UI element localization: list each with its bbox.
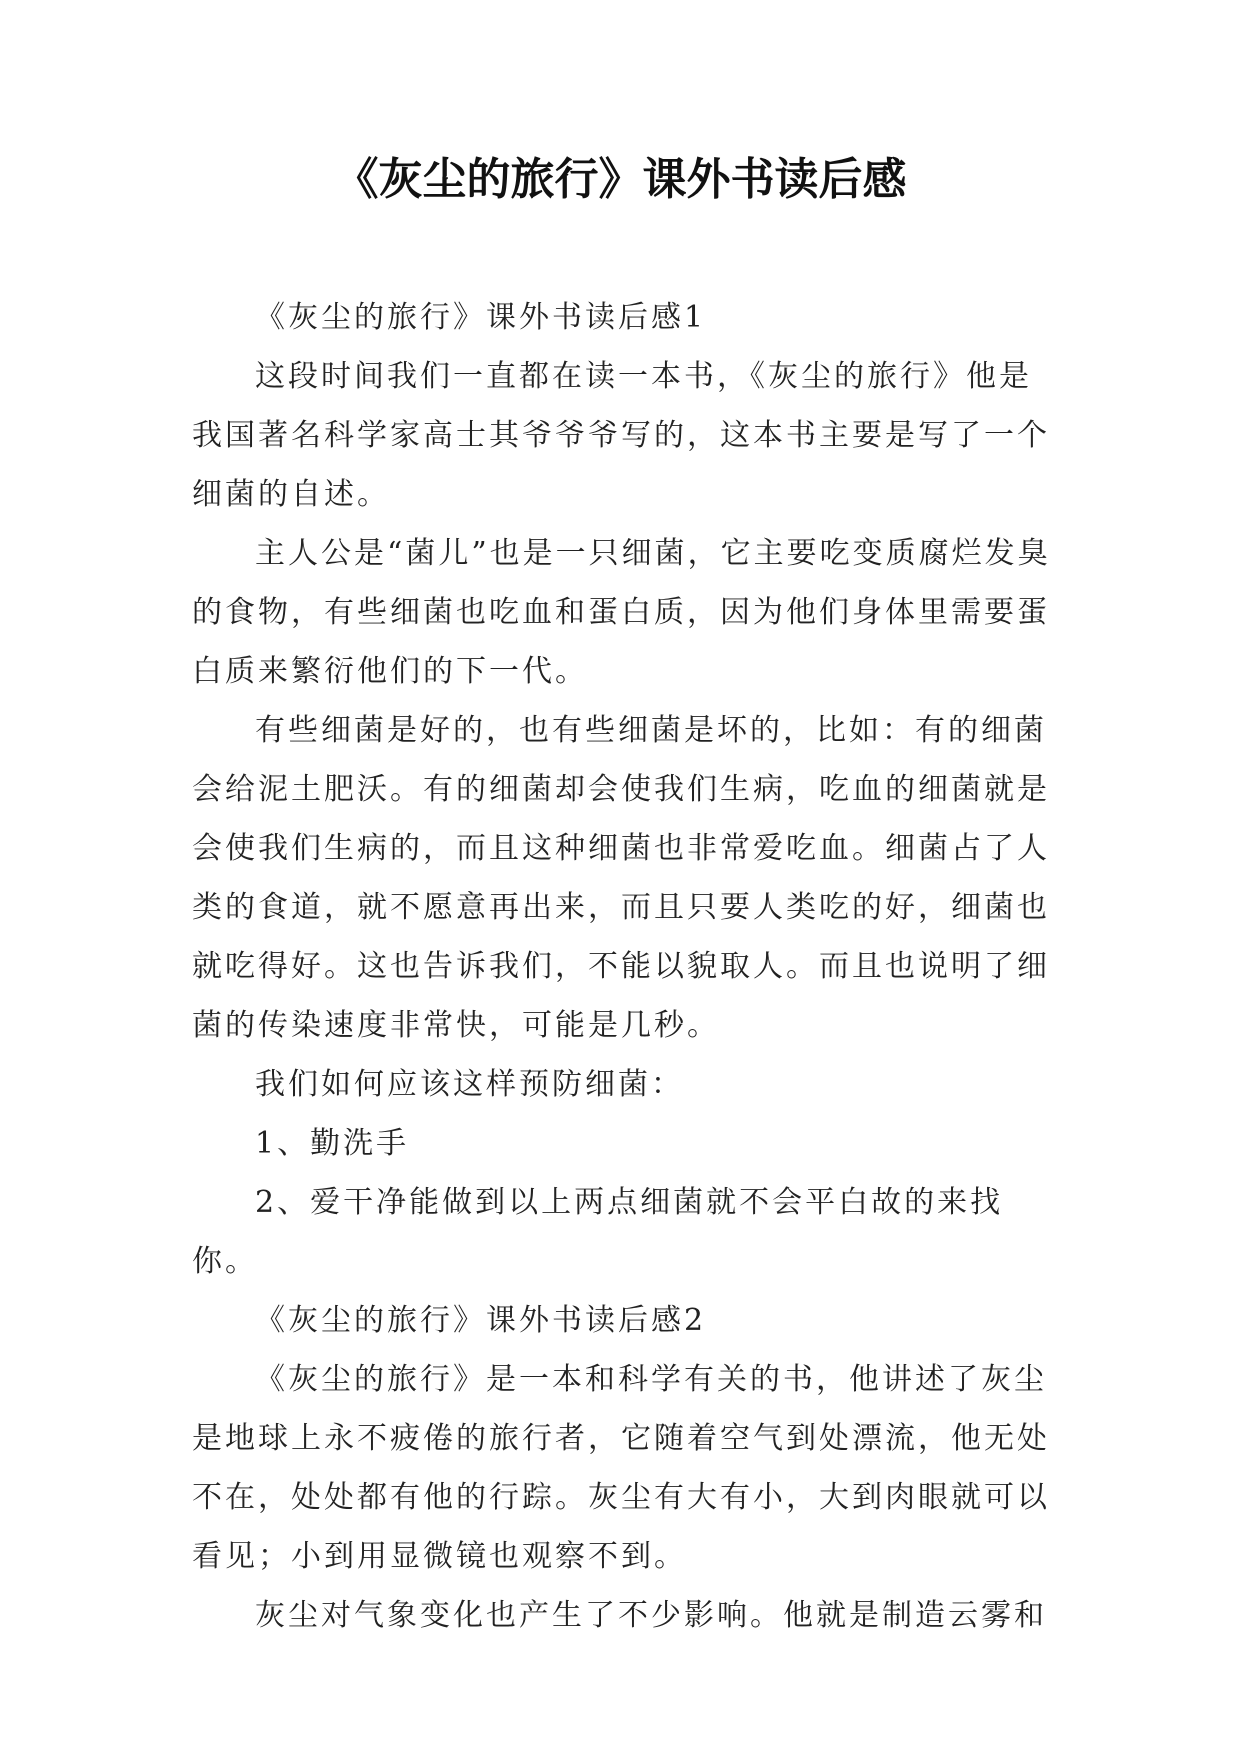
paragraph-good-bad-bacteria: 有些细菌是好的，也有些细菌是坏的，比如：有的细菌会给泥土肥沃。有的细菌却会使我们生病，吃血的细菌就是会使我们生病的，而且这种细菌也非常爱吃血。细菌占了人类的食道，就不愿意再出来，而且只要人类吃的好，细菌也就吃得好。这也告诉我们，不能以貌取人。而且也说明了细菌的传染速度非常快，可能是几秒。 xyxy=(192,713,1050,1043)
paragraph-prevention: 我们如何应该这样预防细菌： xyxy=(255,1067,684,1102)
document-title: 《灰尘的旅行》课外书读后感 xyxy=(334,154,907,205)
paragraph-intro: 这段时间我们一直都在读一本书，《灰尘的旅行》他是我国著名科学家高士其爷爷爷写的，这本书主要是写了一个细菌的自述。 xyxy=(192,359,1050,512)
paragraph-dust-intro: 《灰尘的旅行》是一本和科学有关的书，他讲述了灰尘是地球上永不疲倦的旅行者，它随着空气到处漂流，他无处不在，处处都有他的行踪。灰尘有大有小，大到肉眼就可以看见；小到用显微镜也观察不到。 xyxy=(192,1362,1050,1574)
document-body xyxy=(192,288,1052,1645)
section-heading-1: 《灰尘的旅行》课外书读后感1 xyxy=(255,300,707,335)
list-item-1: 1、勤洗手 xyxy=(255,1126,410,1161)
section-heading-2: 《灰尘的旅行》课外书读后感2 xyxy=(255,1303,707,1338)
paragraph-protagonist: 主人公是“菌儿”也是一只细菌，它主要吃变质腐烂发臭的食物，有些细菌也吃血和蛋白质，因为他们身体里需要蛋白质来繁衍他们的下一代。 xyxy=(192,536,1051,689)
paragraph-dust-weather: 灰尘对气象变化也产生了不少影响。他就是制造云雾和 xyxy=(255,1598,1047,1633)
list-item-2: 2、爱干净能做到以上两点细菌就不会平白故的来找你。 xyxy=(192,1185,1004,1279)
